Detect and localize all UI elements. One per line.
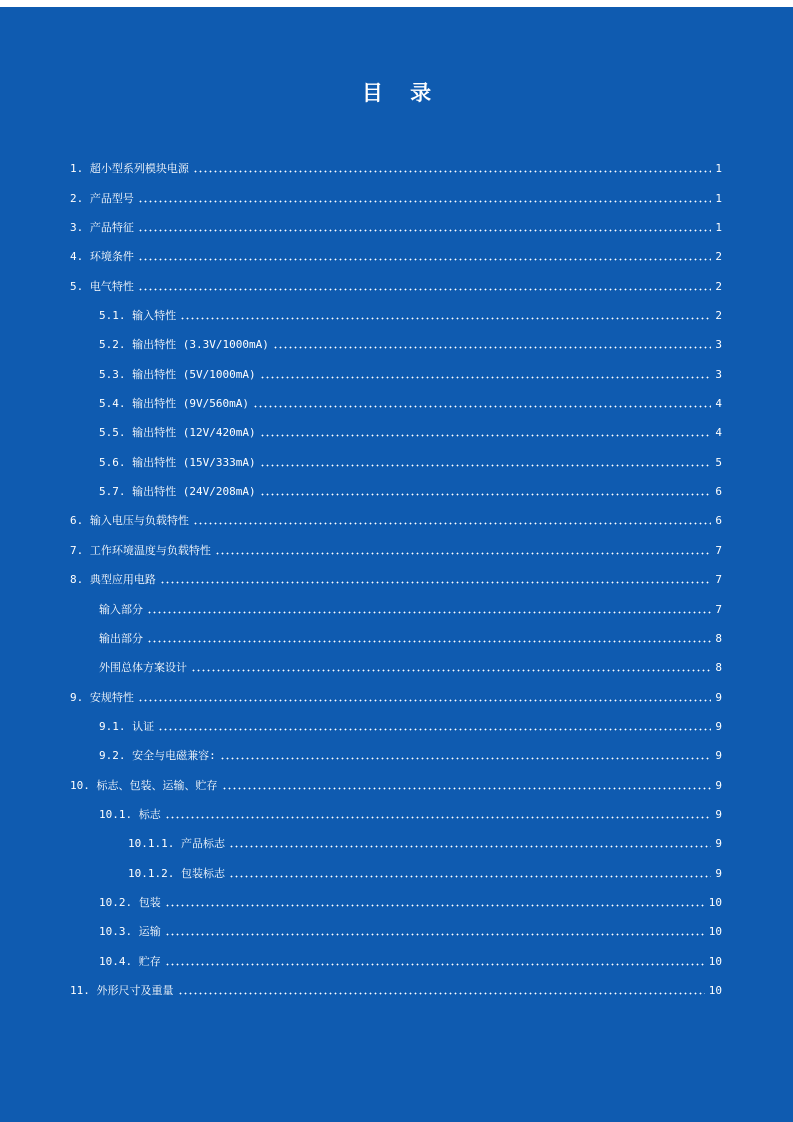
toc-entry[interactable] [70,675,722,704]
toc-entry-text: 5. 电气特性 [70,279,134,293]
toc-entry[interactable] [70,881,722,910]
table-of-contents [70,147,722,998]
dot-leader [260,376,712,379]
dot-leader [147,640,711,643]
toc-entry-text: 2. 产品型号 [70,191,134,205]
dot-leader [273,346,712,349]
toc-entry-text: 外围总体方案设计 [99,661,187,675]
dot-leader [165,816,712,819]
toc-entry-text: 5.7. 输出特性 (24V/208mA) [99,485,256,499]
toc-entry-text: 输出部分 [99,631,143,645]
dot-leader [229,875,711,878]
toc-page-number: 6 [715,514,722,528]
toc-page-number: 7 [715,573,722,587]
toc-page-number: 9 [715,690,722,704]
toc-entry[interactable] [70,411,722,440]
toc-entry[interactable] [70,294,722,323]
toc-entry-text: 5.4. 输出特性 (9V/560mA) [99,397,249,411]
dot-leader [180,317,711,320]
toc-entry[interactable] [70,734,722,763]
toc-entry-text: 5.3. 输出特性 (5V/1000mA) [99,367,256,381]
toc-entry-text: 11. 外形尺寸及重量 [70,983,174,997]
toc-page-number: 9 [715,778,722,792]
toc-page-number: 2 [715,250,722,264]
toc-entry[interactable] [70,822,722,851]
toc-page-number: 8 [715,631,722,645]
toc-entry-text: 5.2. 输出特性 (3.3V/1000mA) [99,338,269,352]
toc-page-number: 10 [708,895,722,909]
toc-entry[interactable] [70,763,722,792]
dot-leader [160,581,712,584]
dot-leader [138,699,712,702]
toc-entry[interactable] [70,176,722,205]
toc-entry-text: 5.6. 输出特性 (15V/333mA) [99,455,256,469]
toc-page-number: 9 [715,837,722,851]
toc-entry[interactable] [70,147,722,176]
toc-page-number: 2 [715,309,722,323]
toc-entry-text: 9.1. 认证 [99,719,155,733]
toc-page-number: 7 [715,543,722,557]
toc-page-number: 10 [708,925,722,939]
toc-page-number: 9 [715,749,722,763]
toc-page-number: 10 [708,983,722,997]
toc-entry[interactable] [70,910,722,939]
toc-page-number: 3 [715,338,722,352]
dot-leader [193,522,712,525]
dot-leader [138,288,712,291]
toc-entry[interactable] [70,206,722,235]
toc-entry-text: 4. 环境条件 [70,250,134,264]
toc-entry[interactable] [70,617,722,646]
toc-entry[interactable] [70,646,722,675]
toc-entry-text: 输入部分 [99,602,143,616]
dot-leader [138,258,712,261]
toc-entry[interactable] [70,382,722,411]
toc-entry-text: 10.1.1. 产品标志 [128,837,225,851]
dot-leader [158,728,711,731]
toc-page-number: 2 [715,279,722,293]
toc-entry[interactable] [70,264,722,293]
dot-leader [138,200,712,203]
toc-entry-text: 1. 超小型系列模块电源 [70,162,189,176]
toc-entry-text: 10.3. 运输 [99,925,161,939]
toc-page-number: 4 [715,397,722,411]
dot-leader [220,757,712,760]
dot-leader [165,933,705,936]
toc-entry-text: 8. 典型应用电路 [70,573,156,587]
dot-leader [229,845,711,848]
dot-leader [165,904,705,907]
toc-page-number: 9 [715,719,722,733]
dot-leader [138,229,712,232]
dot-leader [222,787,712,790]
dot-leader [193,170,712,173]
toc-page-number: 4 [715,426,722,440]
toc-page-number: 9 [715,866,722,880]
toc-page-number: 9 [715,807,722,821]
dot-leader [191,669,711,672]
toc-entry[interactable] [70,235,722,264]
toc-entry[interactable] [70,440,722,469]
toc-page-number: 1 [715,191,722,205]
toc-page-number: 7 [715,602,722,616]
toc-entry-text: 10.4. 贮存 [99,954,161,968]
toc-entry-text: 5.5. 输出特性 (12V/420mA) [99,426,256,440]
toc-page-number: 6 [715,485,722,499]
dot-leader [260,434,712,437]
toc-entry[interactable] [70,323,722,352]
dot-leader [215,552,712,555]
toc-entry[interactable] [70,499,722,528]
toc-entry-text: 10. 标志、包装、运输、贮存 [70,778,218,792]
toc-entry[interactable] [70,352,722,381]
dot-leader [253,405,711,408]
document-page [0,7,793,1122]
dot-leader [260,464,712,467]
toc-page-number: 8 [715,661,722,675]
toc-entry-text: 9. 安规特性 [70,690,134,704]
toc-entry-text: 7. 工作环境温度与负载特性 [70,543,211,557]
toc-page-number: 3 [715,367,722,381]
toc-entry-text: 10.1.2. 包装标志 [128,866,225,880]
toc-entry[interactable] [70,969,722,998]
toc-page-number: 10 [708,954,722,968]
toc-entry[interactable] [70,528,722,557]
dot-leader [147,611,711,614]
toc-title: 目 录 [361,81,442,105]
toc-page-number: 1 [715,162,722,176]
toc-entry[interactable] [70,939,722,968]
toc-page-number: 5 [715,455,722,469]
toc-page-number: 1 [715,221,722,235]
toc-entry[interactable] [70,587,722,616]
dot-leader [260,493,712,496]
toc-entry-text: 6. 输入电压与负载特性 [70,514,189,528]
toc-entry-text: 10.1. 标志 [99,807,161,821]
dot-leader [178,992,705,995]
toc-entry-text: 5.1. 输入特性 [99,309,177,323]
toc-entry-text: 3. 产品特征 [70,221,134,235]
toc-entry[interactable] [70,793,722,822]
toc-entry-text: 9.2. 安全与电磁兼容: [99,749,216,763]
dot-leader [165,963,705,966]
toc-entry[interactable] [70,470,722,499]
toc-entry[interactable] [70,558,722,587]
toc-entry-text: 10.2. 包装 [99,895,161,909]
toc-entry[interactable] [70,705,722,734]
toc-entry[interactable] [70,851,722,880]
